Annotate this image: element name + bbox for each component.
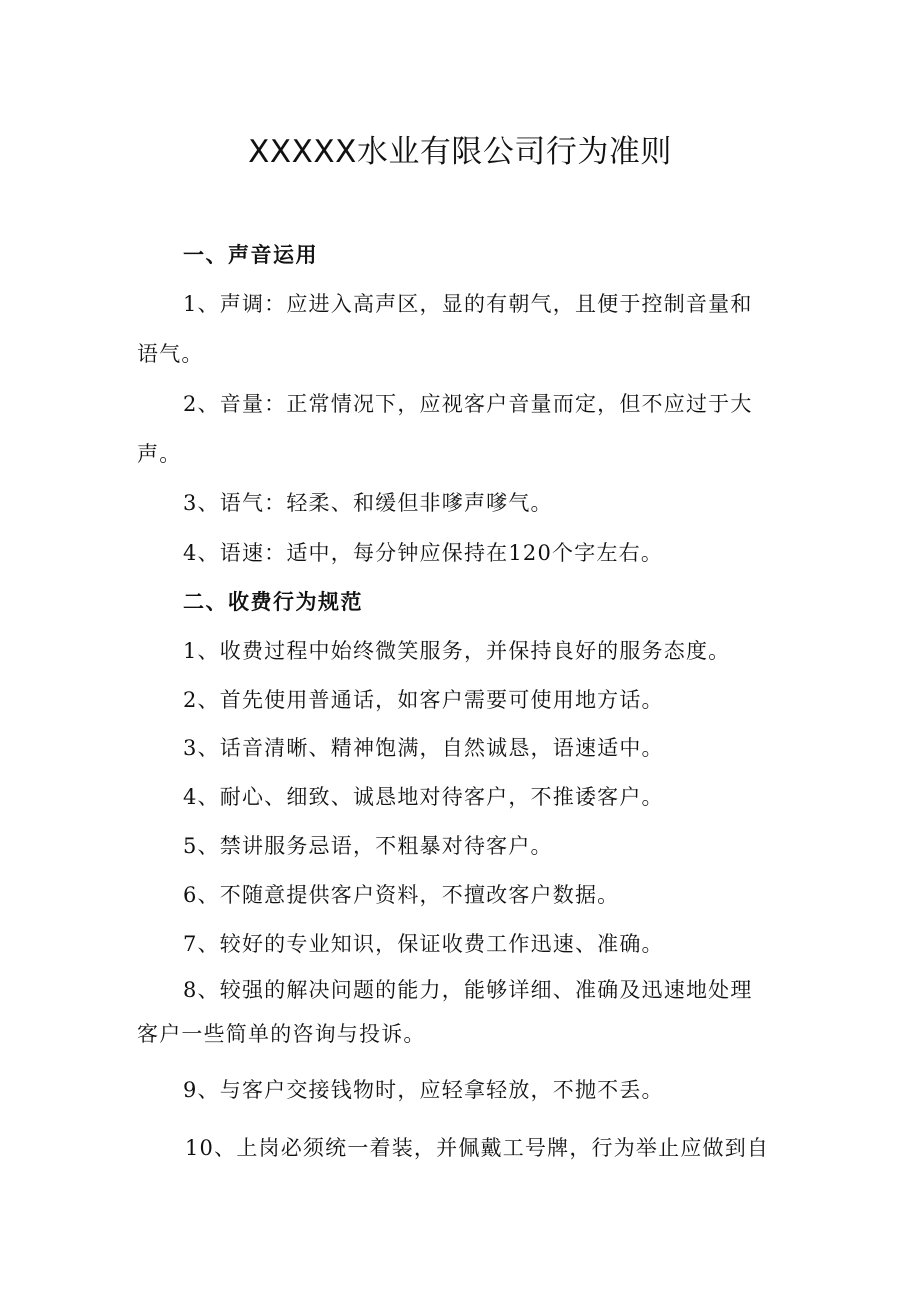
paragraph-line: 1、声调：应进入高声区，显的有朝气，且便于控制音量和 bbox=[183, 292, 753, 316]
paragraph-line: 6、不随意提供客户资料，不擅改客户数据。 bbox=[183, 883, 620, 907]
paragraph-line: 声。 bbox=[137, 442, 182, 466]
paragraph-line: 2、首先使用普通话，如客户需要可使用地方话。 bbox=[183, 688, 664, 712]
paragraph-line: 2、音量：正常情况下，应视客户音量而定，但不应过于大 bbox=[183, 392, 753, 416]
paragraph-line: 8、较强的解决问题的能力，能够详细、准确及迅速地处理 bbox=[183, 978, 753, 1002]
section-heading: 一、声音运用 bbox=[183, 243, 318, 267]
paragraph-line: 7、较好的专业知识，保证收费工作迅速、准确。 bbox=[183, 932, 664, 956]
paragraph-line: 4、语速：适中，每分钟应保持在120个字左右。 bbox=[183, 541, 664, 565]
paragraph-line: 1、收费过程中始终微笑服务，并保持良好的服务态度。 bbox=[183, 639, 731, 663]
paragraph-line: 语气。 bbox=[137, 342, 204, 366]
paragraph-line: 3、话音清晰、精神饱满，自然诚恳，语速适中。 bbox=[183, 736, 664, 760]
paragraph-line: 9、与客户交接钱物时，应轻拿轻放，不抛不丢。 bbox=[183, 1078, 664, 1102]
paragraph-line: 5、禁讲服务忌语，不粗暴对待客户。 bbox=[183, 834, 553, 858]
paragraph-line: 客户一些简单的咨询与投诉。 bbox=[137, 1022, 426, 1046]
paragraph-line: 10、上岗必须统一着装，并佩戴工号牌，行为举止应做到自 bbox=[185, 1136, 770, 1160]
paragraph-line: 3、语气：轻柔、和缓但非嗲声嗲气。 bbox=[183, 491, 553, 515]
document-title: XXXXX水业有限公司行为准则 bbox=[248, 134, 672, 170]
section-heading: 二、收费行为规范 bbox=[183, 590, 363, 614]
paragraph-line: 4、耐心、细致、诚恳地对待客户，不推诿客户。 bbox=[183, 785, 664, 809]
